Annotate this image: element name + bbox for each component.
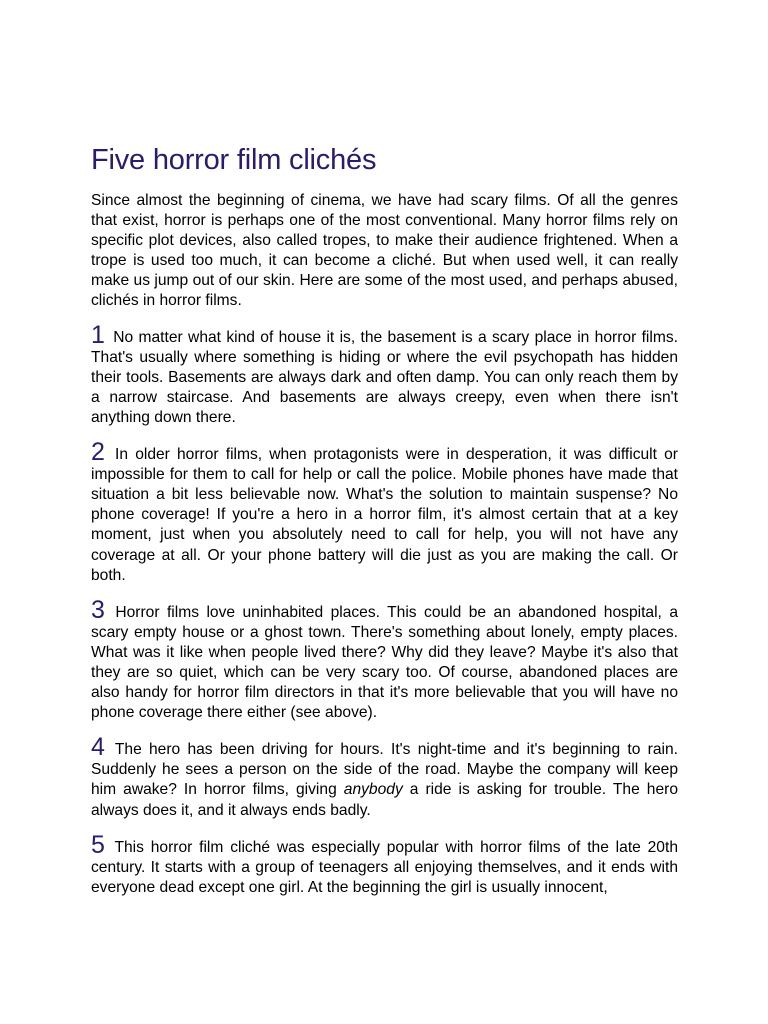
item-number: 4	[91, 733, 105, 762]
item-number: 1	[91, 320, 105, 349]
item-text: Horror films love uninhabited places. This could be an abandoned hospital, a scary empty house or a ghost town. There's something about lonely, empty places. What was it like when people lived there? Why did they leave? Maybe it's also that they are so quiet, which can be very scary too. Of course, abandoned places are also handy for horror film directors in that it's more believable that you will have no phone coverage there either (see above).	[91, 603, 678, 722]
item-text: No matter what kind of house it is, the basement is a scary place in horror films. That's usually where something is hiding or where the evil psychopath has hidden their tools. Basements are always dark and often damp. You can only reach them by a narrow staircase. And basements are always creepy, even when there isn't anything down there.	[91, 328, 678, 426]
item-number: 2	[91, 438, 105, 467]
item-text-after: a ride is asking for trouble. The hero always does it, and it always ends badly.	[91, 781, 678, 819]
item-text: In older horror films, when protagonists were in desperation, it was difficult or impossible for them to call for help or call the police. Mobile phones have made that situation a bit less believable now. What's the solution to maintain suspense? No phone coverage! If you're a hero in a horror film, it's almost certain that at a key moment, just when you absolutely need to call for help, you will not have any coverage at all. Or your phone battery will die just as you are making the call. Or both.	[91, 446, 678, 584]
document-page	[91, 142, 678, 912]
cliche-item-1	[91, 320, 678, 428]
item-number: 3	[91, 595, 105, 624]
article-title: Five horror film clichés	[91, 144, 377, 176]
cliche-item-3	[91, 595, 678, 724]
intro-paragraph: Since almost the beginning of cinema, we have had scary films. Of all the genres that exist, horror is perhaps one of the most conventional. Many horror films rely on specific plot devices, also called tropes, to make their audience frightened. When a trope is used too much, it can become a cliché. But when used well, it can really make us jump out of our skin. Here are some of the most used, and perhaps abused, clichés in horror films.	[91, 192, 678, 310]
cliche-item-4	[91, 733, 678, 820]
item-text-before: The hero has been driving for hours. It's night-time and it's beginning to rain. Suddenly he sees a person on the side of the road. Maybe the company will keep him awake? In horror films, giving	[91, 741, 678, 799]
item-number: 5	[91, 830, 105, 859]
item-text-emphasis: anybody	[343, 781, 403, 799]
cliche-item-5	[91, 830, 678, 898]
item-text: This horror film cliché was especially popular with horror films of the late 20th century. It starts with a group of teenagers all enjoying themselves, and it ends with everyone dead except one girl. At the beginning the girl is usually innocent,	[91, 838, 678, 896]
cliche-item-2	[91, 438, 678, 586]
